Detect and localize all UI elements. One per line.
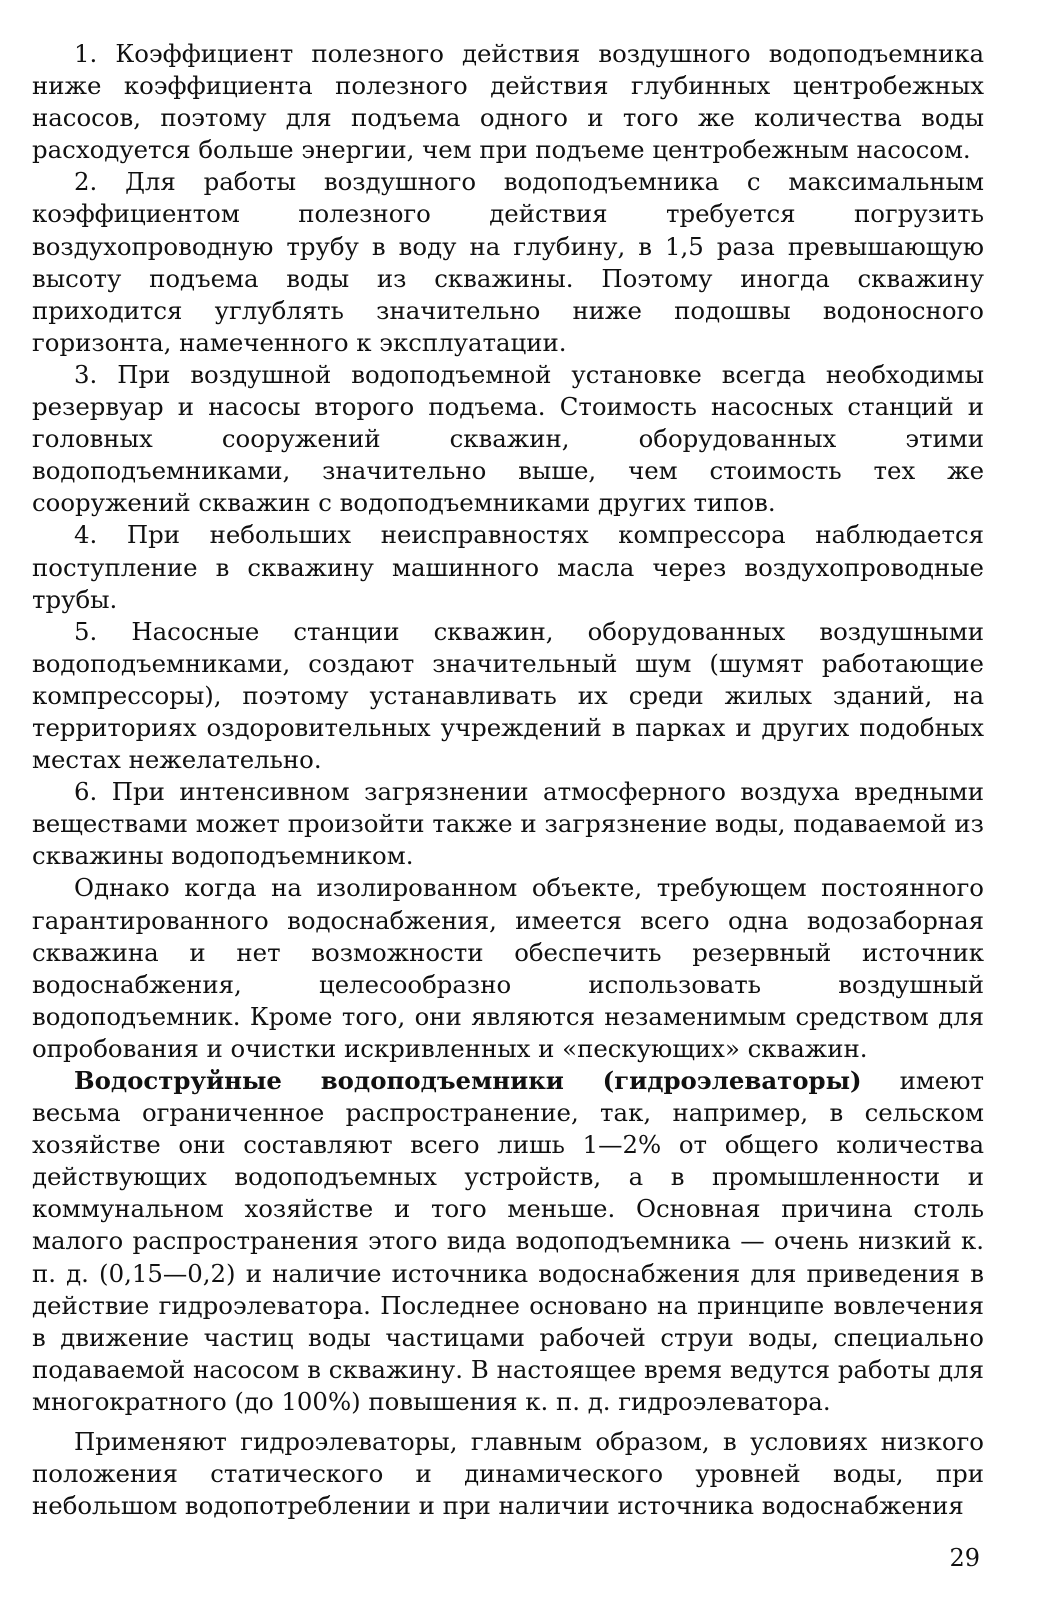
paragraph-jet-elevators: [32, 1065, 984, 1418]
page-body: [32, 38, 984, 1522]
paragraph-item-1: 1. Коэффициент полезного действия воздушного водоподъемника ниже коэффициента полезного действия глубинных центробежных насосов, поэтому для подъема одного и того же количества воды расходуется больше энергии, чем при подъеме центробежным насосом.: [32, 39, 984, 165]
page-number: 29: [949, 1544, 980, 1572]
paragraph-application: Применяют гидроэлеваторы, главным образом, в условиях низкого положения статического и динамического уровней воды, при небольшом водопотреблении и при наличии источника водоснабжения: [32, 1427, 984, 1521]
jet-elevators-text: имеют весьма ограниченное распространение, так, например, в сельском хозяйстве они составляют всего лишь 1—2% от общего количества действующих водоподъемных устройств, а в промышленности и коммунальном хозяйстве и того меньше. Основная причина столь малого распространения этого вида водоподъемника — очень низкий к. п. д. (0,15—0,2) и наличие источника водоснабжения для приведения в действие гидроэлеватора. Последнее основано на принципе вовлечения в движение частиц воды частицами рабочей струи воды, специально подаваемой насосом в скважину. В настоящее время ведутся работы для многократного (до 100%) повышения к. п. д. гидроэлеватора.: [32, 1066, 984, 1416]
paragraph-however: Однако когда на изолированном объекте, требующем постоянного гарантированного водоснабжения, имеется всего одна водозаборная скважина и нет возможности обеспечить резервный источник водоснабжения, целесообразно использовать воздушный водоподъемник. Кроме того, они являются незаменимым средством для опробования и очистки искривленных и «пескующих» скважин.: [32, 873, 984, 1063]
paragraph-item-5: 5. Насосные станции скважин, оборудованных воздушными водоподъемниками, создают значительный шум (шумят работающие компрессоры), поэтому устанавливать их среди жилых зданий, на территориях оздоровительных учреждений в парках и других подобных местах нежелательно.: [32, 616, 984, 775]
paragraph-item-2: 2. Для работы воздушного водоподъемника с максимальным коэффициентом полезного действия требуется погрузить воздухопроводную трубу в воду на глубину, в 1,5 раза превышающую высоту подъема воды из скважины. Поэтому иногда скважину приходится углублять значительно ниже подошвы водоносного горизонта, намеченного к эксплуатации.: [32, 167, 984, 357]
jet-elevators-heading: Водоструйные водоподъемники (гидроэлеваторы): [74, 1066, 862, 1095]
paragraph-item-4: 4. При небольших неисправностях компрессора наблюдается поступление в скважину машинного масла через воздухопроводные трубы.: [32, 520, 984, 614]
paragraph-item-6: 6. При интенсивном загрязнении атмосферного воздуха вредными веществами может произойти также и загрязнение воды, подаваемой из скважины водоподъемником.: [32, 777, 984, 871]
paragraph-item-3: 3. При воздушной водоподъемной установке всегда необходимы резервуар и насосы второго подъема. Стоимость насосных станций и головных сооружений скважин, оборудованных этими водоподъемниками, значительно выше, чем стоимость тех же сооружений скважин с водоподъемниками других типов.: [32, 359, 984, 518]
